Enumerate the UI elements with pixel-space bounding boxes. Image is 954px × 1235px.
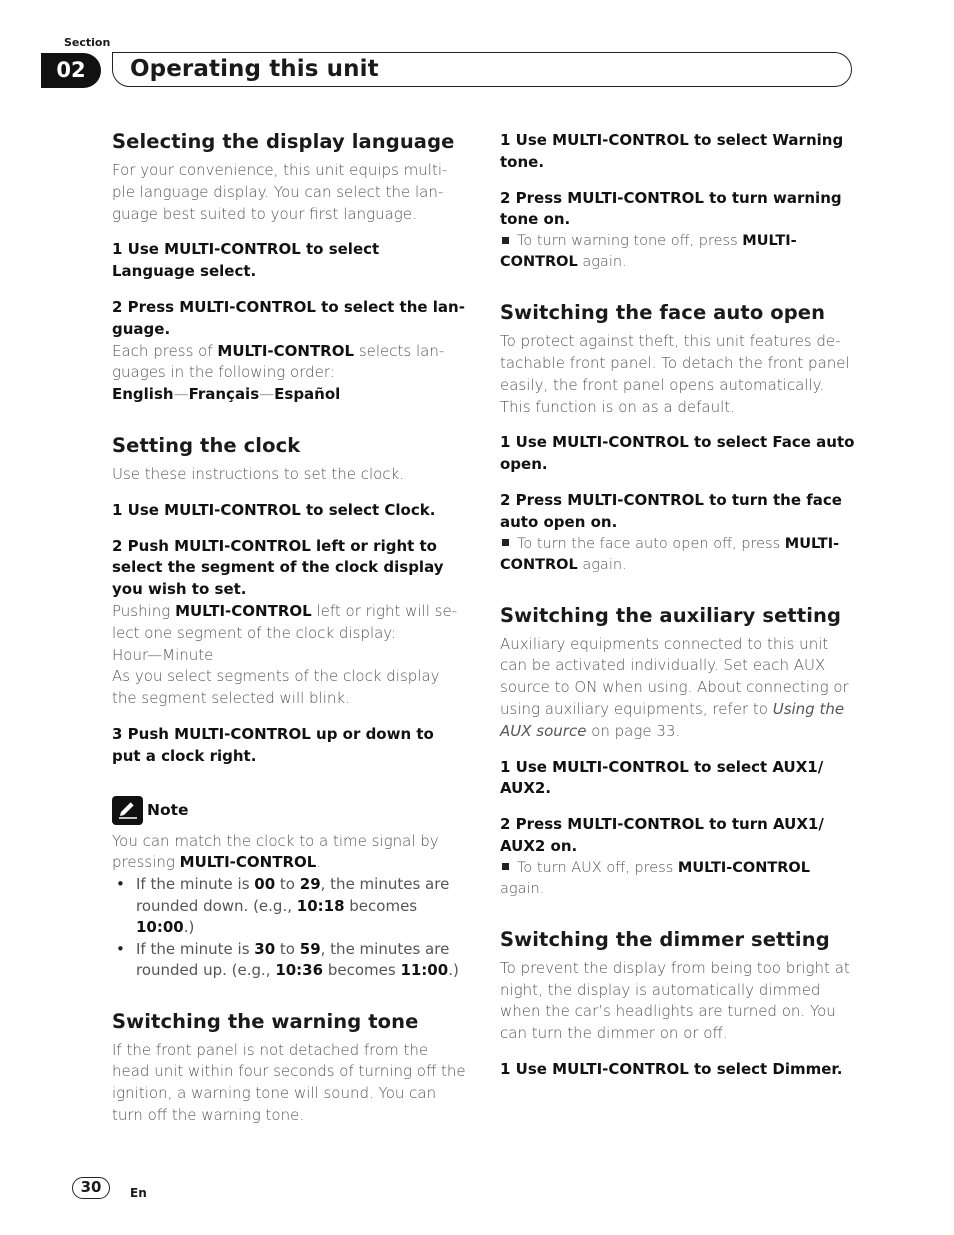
note-bullets (112, 874, 467, 982)
face-step-1: 1 Use MULTI-CONTROL to select Face auto open. (500, 433, 855, 474)
page-number: 30 (72, 1177, 110, 1199)
heading-display-language: Selecting the display language (112, 130, 455, 153)
clock-step-3: 3 Push MULTI-CONTROL up or down to put a clock right. (112, 724, 434, 765)
aux-tip: To turn AUX off, press MULTI-CONTROL again. (500, 859, 810, 897)
language-step-2: 2 Press MULTI-CONTROL to select the lan-guage. (112, 297, 465, 338)
language-intro: For your convenience, this unit equips multi-ple language display. You can select the lan-guage best suited to your first language. (112, 161, 448, 223)
left-column (112, 130, 467, 1127)
clock-step-1: 1 Use MULTI-CONTROL to select Clock. (112, 500, 436, 519)
clock-blink-note: As you select segments of the clock display the segment selected will blink. (112, 667, 440, 708)
heading-setting-clock: Setting the clock (112, 433, 301, 457)
aux-intro: Auxiliary equipments connected to this unit can be activated individually. Set each AUX source to ON when using. About connecting or using auxiliary equipments, refer to Using the AUX source on page 33. (500, 634, 849, 740)
warning-step-1: 1 Use MULTI-CONTROL to select Warning tone. (500, 131, 844, 171)
heading-face-auto-open: Switching the face auto open (500, 301, 826, 325)
note-bullet-round-up: • If the minute is 30 to 59, the minutes are rounded up. (e.g., 10:36 becomes 11:00.) (112, 939, 467, 982)
clock-step-2: 2 Push MULTI-CONTROL left or right to select the segment of the clock display you wish to set. (112, 536, 444, 599)
note-text: You can match the clock to a time signal by pressing MULTI-CONTROL. (112, 831, 439, 872)
warning-intro: If the front panel is not detached from the head unit within four seconds of turning off the ignition, a warning tone will sound. You can turn off the warning tone. (112, 1040, 466, 1125)
aux-step-2: 2 Press MULTI-CONTROL to turn AUX1/ AUX2 on. (500, 815, 824, 855)
aux-step-1: 1 Use MULTI-CONTROL to select AUX1/ AUX2. (500, 757, 824, 798)
right-column (500, 130, 855, 1081)
square-bullet-icon (502, 863, 509, 870)
heading-warning-tone: Switching the warning tone (112, 1009, 419, 1033)
language-order: English—Français—Español (112, 385, 341, 404)
warning-tip: To turn warning tone off, press MULTI-CONTROL again. (500, 233, 797, 271)
dimmer-intro: To prevent the display from being too bright at night, the display is automatically dimmed when the car’s headlights are turned on. You can turn the dimmer on or off. (500, 958, 850, 1043)
face-step-2: 2 Press MULTI-CONTROL to turn the face auto open on. (500, 490, 842, 531)
face-tip: To turn the face auto open off, press MULTI-CONTROL again. (500, 535, 840, 573)
heading-auxiliary-setting: Switching the auxiliary setting (500, 603, 842, 627)
language-code: En (130, 1186, 147, 1200)
square-bullet-icon (502, 237, 509, 244)
clock-segments: Hour—Minute (112, 645, 214, 664)
page-title: Operating this unit (130, 56, 379, 82)
language-description: Each press of MULTI-CONTROL selects lan-guages in the following order: (112, 341, 445, 382)
dimmer-step-1: 1 Use MULTI-CONTROL to select Dimmer. (500, 1059, 843, 1078)
note-header (112, 796, 467, 825)
section-number-badge: 02 (41, 53, 101, 88)
pencil-note-icon (112, 796, 143, 825)
section-label: Section (64, 36, 111, 49)
square-bullet-icon (502, 539, 509, 546)
note-label: Note (147, 801, 189, 820)
language-step-1: 1 Use MULTI-CONTROL to select Language select. (112, 240, 380, 281)
heading-dimmer-setting: Switching the dimmer setting (500, 927, 830, 951)
warning-step-2: 2 Press MULTI-CONTROL to turn warning tone on. (500, 188, 842, 229)
note-bullet-round-down: • If the minute is 00 to 29, the minutes are rounded down. (e.g., 10:18 becomes 10:00.) (112, 874, 467, 939)
face-intro: To protect against theft, this unit features de-tachable front panel. To detach the front panel easily, the front panel opens automatically. This function is on as a default. (500, 332, 850, 416)
clock-step-2-description: Pushing MULTI-CONTROL left or right will se-lect one segment of the clock display: (112, 601, 458, 642)
clock-intro: Use these instructions to set the clock. (112, 464, 405, 483)
